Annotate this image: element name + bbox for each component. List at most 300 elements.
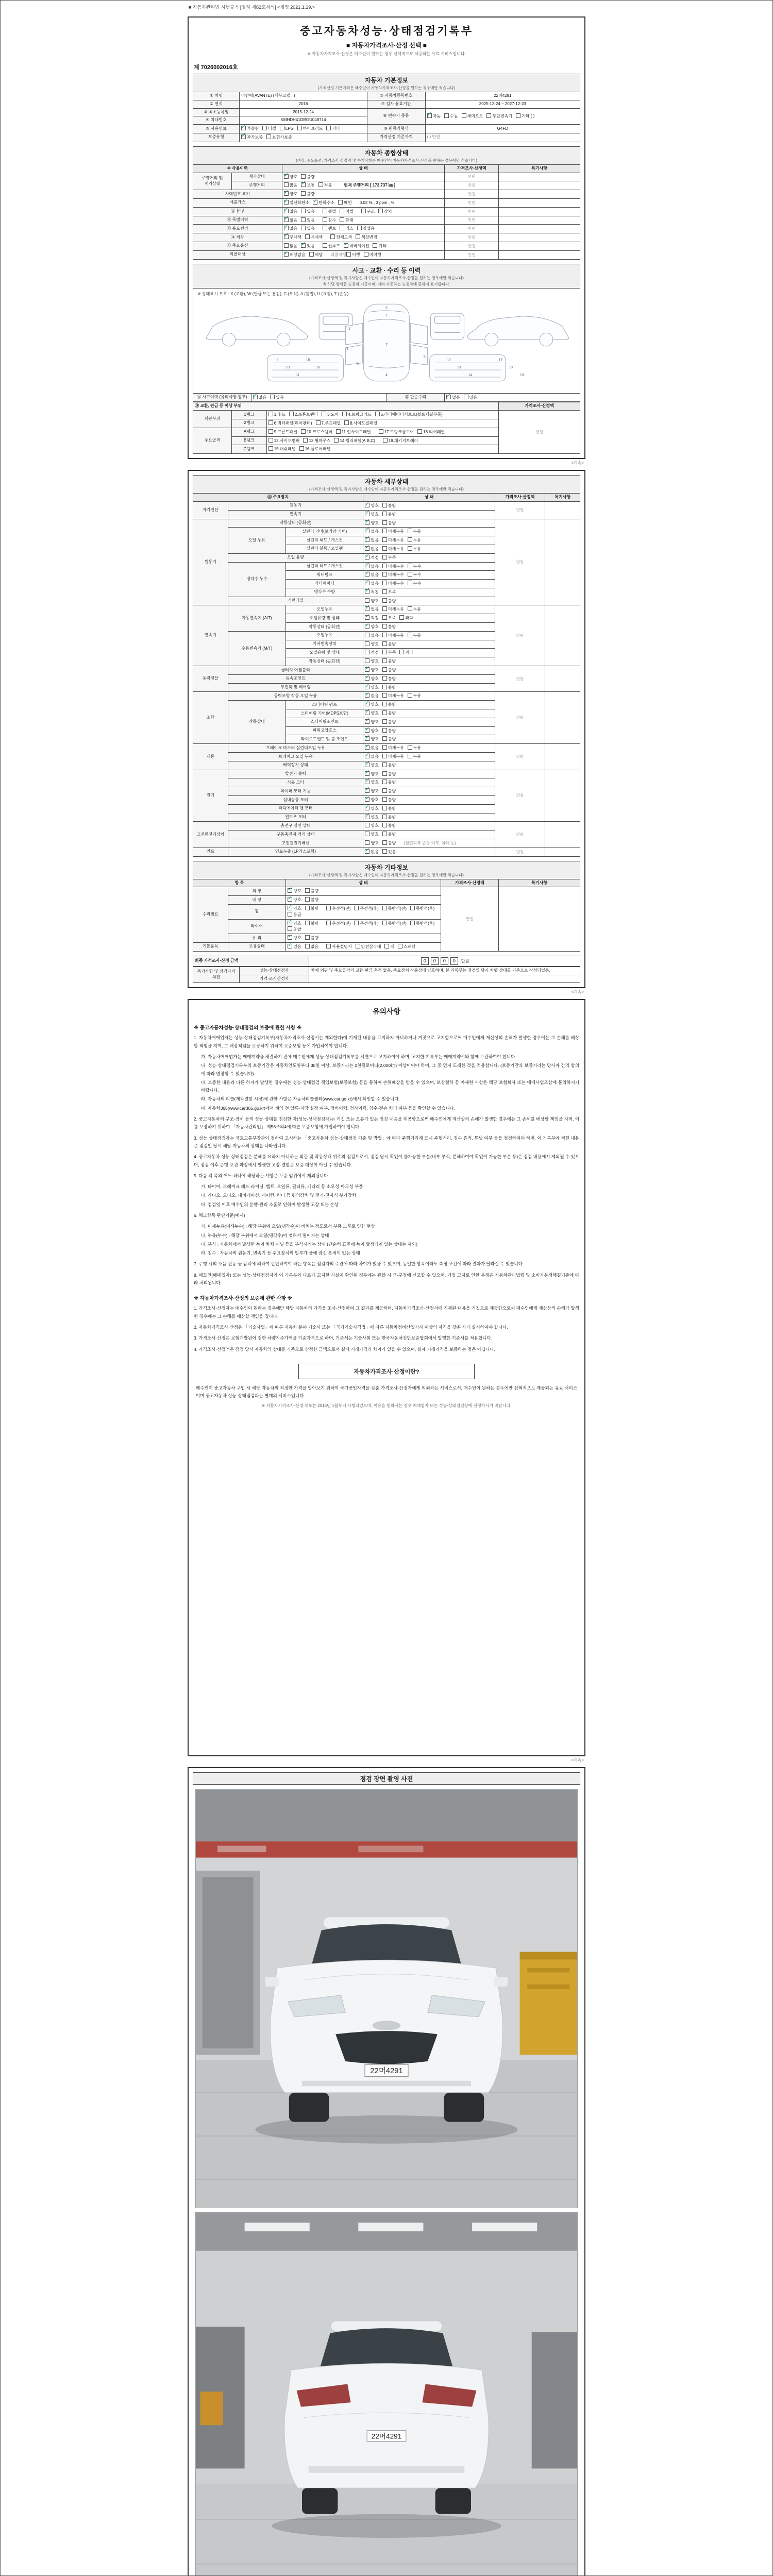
checkbox[interactable] — [382, 762, 387, 767]
checkbox[interactable] — [382, 572, 387, 577]
checkbox[interactable] — [318, 182, 323, 187]
checkbox[interactable] — [365, 832, 369, 836]
checkbox[interactable] — [268, 438, 273, 443]
option[interactable] — [309, 252, 323, 258]
checkbox-checked[interactable] — [365, 589, 369, 594]
option[interactable] — [288, 906, 301, 912]
option[interactable] — [301, 226, 314, 232]
checkbox[interactable] — [365, 598, 369, 603]
option[interactable] — [365, 650, 378, 656]
option[interactable] — [365, 823, 378, 829]
checkbox[interactable] — [408, 581, 412, 585]
checkbox[interactable] — [288, 926, 292, 931]
option[interactable] — [382, 797, 396, 803]
checkbox[interactable] — [301, 174, 306, 179]
checkbox[interactable] — [378, 209, 383, 213]
checkbox[interactable] — [382, 693, 387, 698]
checkbox[interactable] — [382, 815, 387, 819]
checkbox[interactable] — [382, 676, 387, 681]
option[interactable] — [356, 234, 377, 241]
option[interactable] — [338, 200, 351, 206]
checkbox-checked[interactable] — [365, 815, 369, 819]
checkbox-checked[interactable] — [365, 710, 369, 715]
checkbox-checked[interactable] — [253, 395, 258, 399]
option[interactable] — [289, 412, 318, 418]
checkbox[interactable] — [382, 710, 387, 715]
option[interactable] — [365, 736, 378, 742]
option[interactable] — [241, 134, 263, 141]
checkbox[interactable] — [354, 921, 359, 925]
option[interactable] — [326, 944, 352, 950]
option[interactable] — [382, 762, 396, 769]
option[interactable] — [408, 754, 421, 760]
checkbox[interactable] — [398, 944, 402, 948]
checkbox[interactable] — [338, 200, 343, 205]
checkbox[interactable] — [382, 719, 387, 724]
option[interactable] — [486, 113, 512, 120]
option[interactable] — [365, 658, 378, 665]
checkbox[interactable] — [336, 429, 341, 434]
checkbox-checked[interactable] — [365, 512, 369, 516]
option[interactable] — [303, 438, 330, 444]
checkbox-checked[interactable] — [365, 572, 369, 577]
option[interactable] — [305, 944, 318, 950]
checkbox[interactable] — [382, 779, 387, 784]
option[interactable] — [323, 209, 336, 215]
option[interactable] — [382, 779, 396, 786]
checkbox[interactable] — [382, 589, 387, 594]
checkbox[interactable] — [382, 685, 387, 689]
option[interactable] — [364, 252, 381, 258]
option[interactable] — [301, 217, 314, 224]
option[interactable] — [326, 921, 350, 927]
option[interactable] — [365, 788, 378, 794]
checkbox[interactable] — [382, 615, 387, 620]
option[interactable] — [382, 546, 404, 552]
checkbox[interactable] — [340, 226, 344, 230]
checkbox-checked[interactable] — [288, 888, 292, 893]
checkbox[interactable] — [382, 520, 387, 525]
option[interactable] — [379, 429, 414, 435]
option[interactable] — [365, 797, 378, 803]
checkbox[interactable] — [365, 658, 369, 663]
checkbox[interactable] — [284, 243, 289, 248]
checkbox[interactable] — [383, 438, 388, 443]
checkbox-checked[interactable] — [301, 182, 306, 187]
checkbox[interactable] — [305, 897, 310, 902]
checkbox[interactable] — [289, 412, 294, 416]
checkbox[interactable] — [382, 771, 387, 776]
checkbox-checked[interactable] — [284, 252, 289, 257]
checkbox[interactable] — [382, 736, 387, 741]
option[interactable] — [408, 633, 421, 639]
option[interactable] — [365, 779, 378, 786]
option[interactable] — [288, 935, 301, 941]
option[interactable] — [382, 512, 396, 518]
checkbox[interactable] — [280, 126, 284, 130]
checkbox[interactable] — [382, 728, 387, 733]
checkbox[interactable] — [417, 429, 422, 434]
checkbox[interactable] — [382, 529, 387, 533]
checkbox[interactable] — [342, 412, 347, 416]
checkbox[interactable] — [326, 126, 331, 130]
option[interactable] — [382, 719, 396, 725]
option[interactable] — [288, 912, 301, 918]
option[interactable] — [365, 667, 378, 673]
checkbox[interactable] — [334, 438, 339, 443]
checkbox[interactable] — [305, 234, 310, 239]
checkbox-checked[interactable] — [365, 745, 369, 750]
checkbox-checked[interactable] — [365, 520, 369, 525]
checkbox[interactable] — [375, 412, 380, 416]
option[interactable] — [382, 710, 396, 717]
checkbox-checked[interactable] — [365, 762, 369, 767]
option[interactable] — [340, 226, 353, 232]
checkbox[interactable] — [382, 849, 387, 854]
checkbox[interactable] — [288, 912, 292, 917]
option[interactable] — [305, 897, 318, 903]
checkbox-checked[interactable] — [365, 693, 369, 698]
option[interactable] — [382, 921, 407, 927]
option[interactable] — [382, 589, 396, 596]
option[interactable] — [382, 555, 396, 561]
option[interactable] — [382, 650, 396, 656]
option[interactable] — [284, 252, 306, 258]
option[interactable] — [323, 217, 336, 224]
option[interactable] — [301, 174, 314, 180]
checkbox[interactable] — [305, 921, 310, 925]
option[interactable] — [382, 676, 396, 682]
option[interactable] — [318, 182, 332, 189]
checkbox[interactable] — [346, 252, 351, 257]
checkbox[interactable] — [408, 745, 412, 750]
checkbox[interactable] — [323, 209, 327, 213]
option[interactable] — [270, 395, 283, 401]
checkbox[interactable] — [356, 944, 360, 948]
option[interactable] — [357, 226, 375, 232]
option[interactable] — [365, 771, 378, 777]
checkbox-checked[interactable] — [365, 849, 369, 854]
option[interactable] — [344, 420, 377, 427]
checkbox-checked[interactable] — [288, 906, 292, 910]
option[interactable] — [266, 134, 292, 141]
option[interactable] — [365, 840, 378, 846]
option[interactable] — [284, 191, 297, 197]
checkbox-checked[interactable] — [284, 174, 289, 179]
option[interactable] — [427, 113, 441, 120]
option[interactable] — [305, 935, 318, 941]
option[interactable] — [316, 420, 341, 427]
option[interactable] — [305, 906, 318, 912]
option[interactable] — [299, 446, 331, 452]
option[interactable] — [284, 226, 297, 232]
checkbox[interactable] — [410, 906, 415, 910]
checkbox-checked[interactable] — [365, 581, 369, 585]
option[interactable] — [375, 412, 443, 418]
checkbox[interactable] — [354, 906, 359, 910]
option[interactable] — [365, 832, 378, 838]
option[interactable] — [305, 234, 323, 241]
checkbox[interactable] — [379, 429, 383, 434]
checkbox[interactable] — [408, 633, 412, 637]
option[interactable] — [382, 693, 404, 699]
checkbox[interactable] — [382, 788, 387, 793]
option[interactable] — [253, 395, 266, 401]
checkbox-checked[interactable] — [313, 200, 317, 205]
option[interactable] — [462, 113, 483, 120]
option[interactable] — [365, 754, 378, 760]
checkbox[interactable] — [301, 191, 306, 196]
option[interactable] — [301, 182, 314, 189]
option[interactable] — [344, 243, 369, 249]
option[interactable] — [365, 537, 378, 544]
checkbox[interactable] — [305, 935, 310, 940]
checkbox[interactable] — [382, 658, 387, 663]
option[interactable] — [382, 771, 396, 777]
option[interactable] — [399, 615, 413, 621]
checkbox-checked[interactable] — [288, 944, 292, 948]
checkbox-checked[interactable] — [344, 243, 348, 248]
option[interactable] — [408, 745, 421, 751]
checkbox[interactable] — [382, 537, 387, 542]
option[interactable] — [284, 243, 297, 249]
option[interactable] — [342, 412, 371, 418]
option[interactable] — [284, 209, 297, 215]
checkbox[interactable] — [382, 641, 387, 646]
checkbox[interactable] — [299, 446, 304, 451]
option[interactable] — [354, 921, 378, 927]
checkbox[interactable] — [382, 745, 387, 750]
checkbox[interactable] — [382, 555, 387, 560]
option[interactable] — [241, 126, 259, 132]
option[interactable] — [288, 897, 301, 903]
checkbox[interactable] — [303, 438, 308, 443]
option[interactable] — [382, 815, 396, 821]
checkbox[interactable] — [305, 944, 310, 948]
checkbox-checked[interactable] — [365, 788, 369, 793]
option[interactable] — [408, 546, 421, 552]
option[interactable] — [365, 849, 378, 855]
checkbox-checked[interactable] — [241, 126, 246, 130]
checkbox[interactable] — [382, 598, 387, 603]
option[interactable] — [346, 252, 360, 258]
checkbox[interactable] — [399, 650, 404, 654]
option[interactable] — [305, 921, 318, 927]
option[interactable] — [365, 693, 378, 699]
checkbox[interactable] — [323, 217, 327, 222]
option[interactable] — [373, 243, 386, 249]
option[interactable] — [365, 512, 378, 518]
checkbox[interactable] — [356, 234, 360, 239]
checkbox[interactable] — [268, 429, 273, 434]
checkbox[interactable] — [326, 921, 331, 925]
option[interactable] — [326, 906, 350, 912]
checkbox-checked[interactable] — [365, 702, 369, 706]
option[interactable] — [382, 806, 396, 812]
option[interactable] — [399, 650, 413, 656]
option[interactable] — [382, 624, 396, 630]
checkbox[interactable] — [516, 113, 520, 118]
option[interactable] — [365, 641, 378, 648]
checkbox[interactable] — [268, 446, 273, 451]
checkbox-checked[interactable] — [241, 134, 246, 139]
option[interactable] — [417, 429, 445, 435]
option[interactable] — [354, 906, 378, 912]
option[interactable] — [408, 572, 421, 578]
option[interactable] — [382, 832, 396, 838]
option[interactable] — [356, 944, 381, 950]
option[interactable] — [365, 581, 378, 587]
checkbox-checked[interactable] — [365, 736, 369, 741]
checkbox-checked[interactable] — [301, 243, 306, 248]
option[interactable] — [382, 840, 396, 846]
option[interactable] — [383, 438, 418, 444]
option[interactable] — [268, 412, 285, 418]
checkbox-checked[interactable] — [365, 806, 369, 810]
checkbox[interactable] — [408, 572, 412, 577]
checkbox-checked[interactable] — [365, 719, 369, 724]
option[interactable] — [516, 113, 534, 120]
option[interactable] — [382, 736, 396, 742]
option[interactable] — [382, 754, 404, 760]
checkbox[interactable] — [408, 754, 412, 758]
option[interactable] — [313, 200, 334, 206]
checkbox-checked[interactable] — [365, 754, 369, 758]
checkbox[interactable] — [408, 546, 412, 551]
option[interactable] — [301, 429, 332, 435]
option[interactable] — [382, 537, 404, 544]
option[interactable] — [410, 906, 434, 912]
checkbox[interactable] — [326, 906, 331, 910]
option[interactable] — [326, 126, 340, 132]
checkbox[interactable] — [399, 615, 404, 620]
option[interactable] — [464, 395, 477, 401]
option[interactable] — [408, 564, 421, 570]
checkbox[interactable] — [330, 234, 335, 239]
checkbox-checked[interactable] — [427, 113, 432, 118]
checkbox[interactable] — [382, 797, 387, 802]
checkbox-checked[interactable] — [284, 191, 289, 196]
checkbox[interactable] — [301, 429, 306, 434]
option[interactable] — [382, 503, 396, 509]
option[interactable] — [284, 217, 297, 224]
option[interactable] — [361, 209, 375, 215]
checkbox[interactable] — [464, 395, 468, 399]
option[interactable] — [365, 676, 378, 682]
checkbox[interactable] — [365, 633, 369, 637]
checkbox[interactable] — [382, 503, 387, 507]
checkbox[interactable] — [382, 606, 387, 611]
checkbox[interactable] — [340, 209, 344, 213]
option[interactable] — [398, 944, 415, 950]
checkbox[interactable] — [365, 840, 369, 845]
option[interactable] — [365, 564, 378, 570]
option[interactable] — [365, 598, 378, 604]
checkbox[interactable] — [382, 823, 387, 827]
option[interactable] — [297, 126, 323, 132]
checkbox-checked[interactable] — [365, 676, 369, 681]
checkbox[interactable] — [323, 243, 327, 248]
option[interactable] — [268, 446, 296, 452]
checkbox-checked[interactable] — [365, 685, 369, 689]
option[interactable] — [382, 685, 396, 691]
option[interactable] — [365, 762, 378, 769]
option[interactable] — [365, 702, 378, 708]
option[interactable] — [365, 633, 378, 639]
checkbox-checked[interactable] — [365, 503, 369, 507]
option[interactable] — [365, 606, 378, 613]
checkbox[interactable] — [382, 624, 387, 629]
option[interactable] — [268, 438, 300, 444]
option[interactable] — [284, 182, 297, 189]
checkbox[interactable] — [382, 633, 387, 637]
checkbox-checked[interactable] — [365, 529, 369, 533]
checkbox[interactable] — [382, 546, 387, 551]
checkbox-checked[interactable] — [284, 226, 289, 230]
option[interactable] — [378, 209, 392, 215]
checkbox[interactable] — [322, 412, 326, 416]
option[interactable] — [365, 710, 378, 717]
checkbox[interactable] — [382, 650, 387, 654]
option[interactable] — [408, 529, 421, 535]
checkbox[interactable] — [340, 217, 344, 222]
option[interactable] — [382, 849, 396, 855]
option[interactable] — [262, 126, 276, 132]
option[interactable] — [305, 888, 318, 894]
option[interactable] — [365, 546, 378, 552]
option[interactable] — [384, 944, 394, 950]
option[interactable] — [382, 641, 396, 648]
option[interactable] — [284, 200, 310, 206]
option[interactable] — [284, 234, 301, 241]
checkbox-checked[interactable] — [365, 771, 369, 776]
checkbox[interactable] — [408, 606, 412, 611]
checkbox[interactable] — [373, 243, 377, 248]
option[interactable] — [382, 529, 404, 535]
option[interactable] — [301, 191, 314, 197]
checkbox[interactable] — [382, 564, 387, 568]
option[interactable] — [382, 823, 396, 829]
option[interactable] — [365, 520, 378, 527]
checkbox[interactable] — [262, 126, 267, 130]
checkbox[interactable] — [305, 906, 310, 910]
option[interactable] — [382, 728, 396, 734]
option[interactable] — [382, 520, 396, 527]
checkbox[interactable] — [382, 906, 387, 910]
checkbox[interactable] — [326, 944, 331, 948]
checkbox[interactable] — [297, 126, 302, 130]
option[interactable] — [382, 598, 396, 604]
checkbox-checked[interactable] — [365, 797, 369, 802]
option[interactable] — [280, 126, 294, 132]
checkbox[interactable] — [268, 412, 273, 416]
checkbox[interactable] — [266, 134, 271, 139]
checkbox[interactable] — [382, 667, 387, 672]
option[interactable] — [382, 745, 404, 751]
option[interactable] — [365, 529, 378, 535]
checkbox[interactable] — [382, 581, 387, 585]
option[interactable] — [365, 815, 378, 821]
checkbox[interactable] — [408, 529, 412, 533]
option[interactable] — [408, 537, 421, 544]
checkbox[interactable] — [344, 420, 349, 425]
checkbox[interactable] — [309, 252, 314, 257]
option[interactable] — [322, 412, 339, 418]
checkbox-checked[interactable] — [365, 537, 369, 542]
checkbox-checked[interactable] — [365, 546, 369, 551]
option[interactable] — [365, 806, 378, 812]
option[interactable] — [446, 395, 460, 401]
